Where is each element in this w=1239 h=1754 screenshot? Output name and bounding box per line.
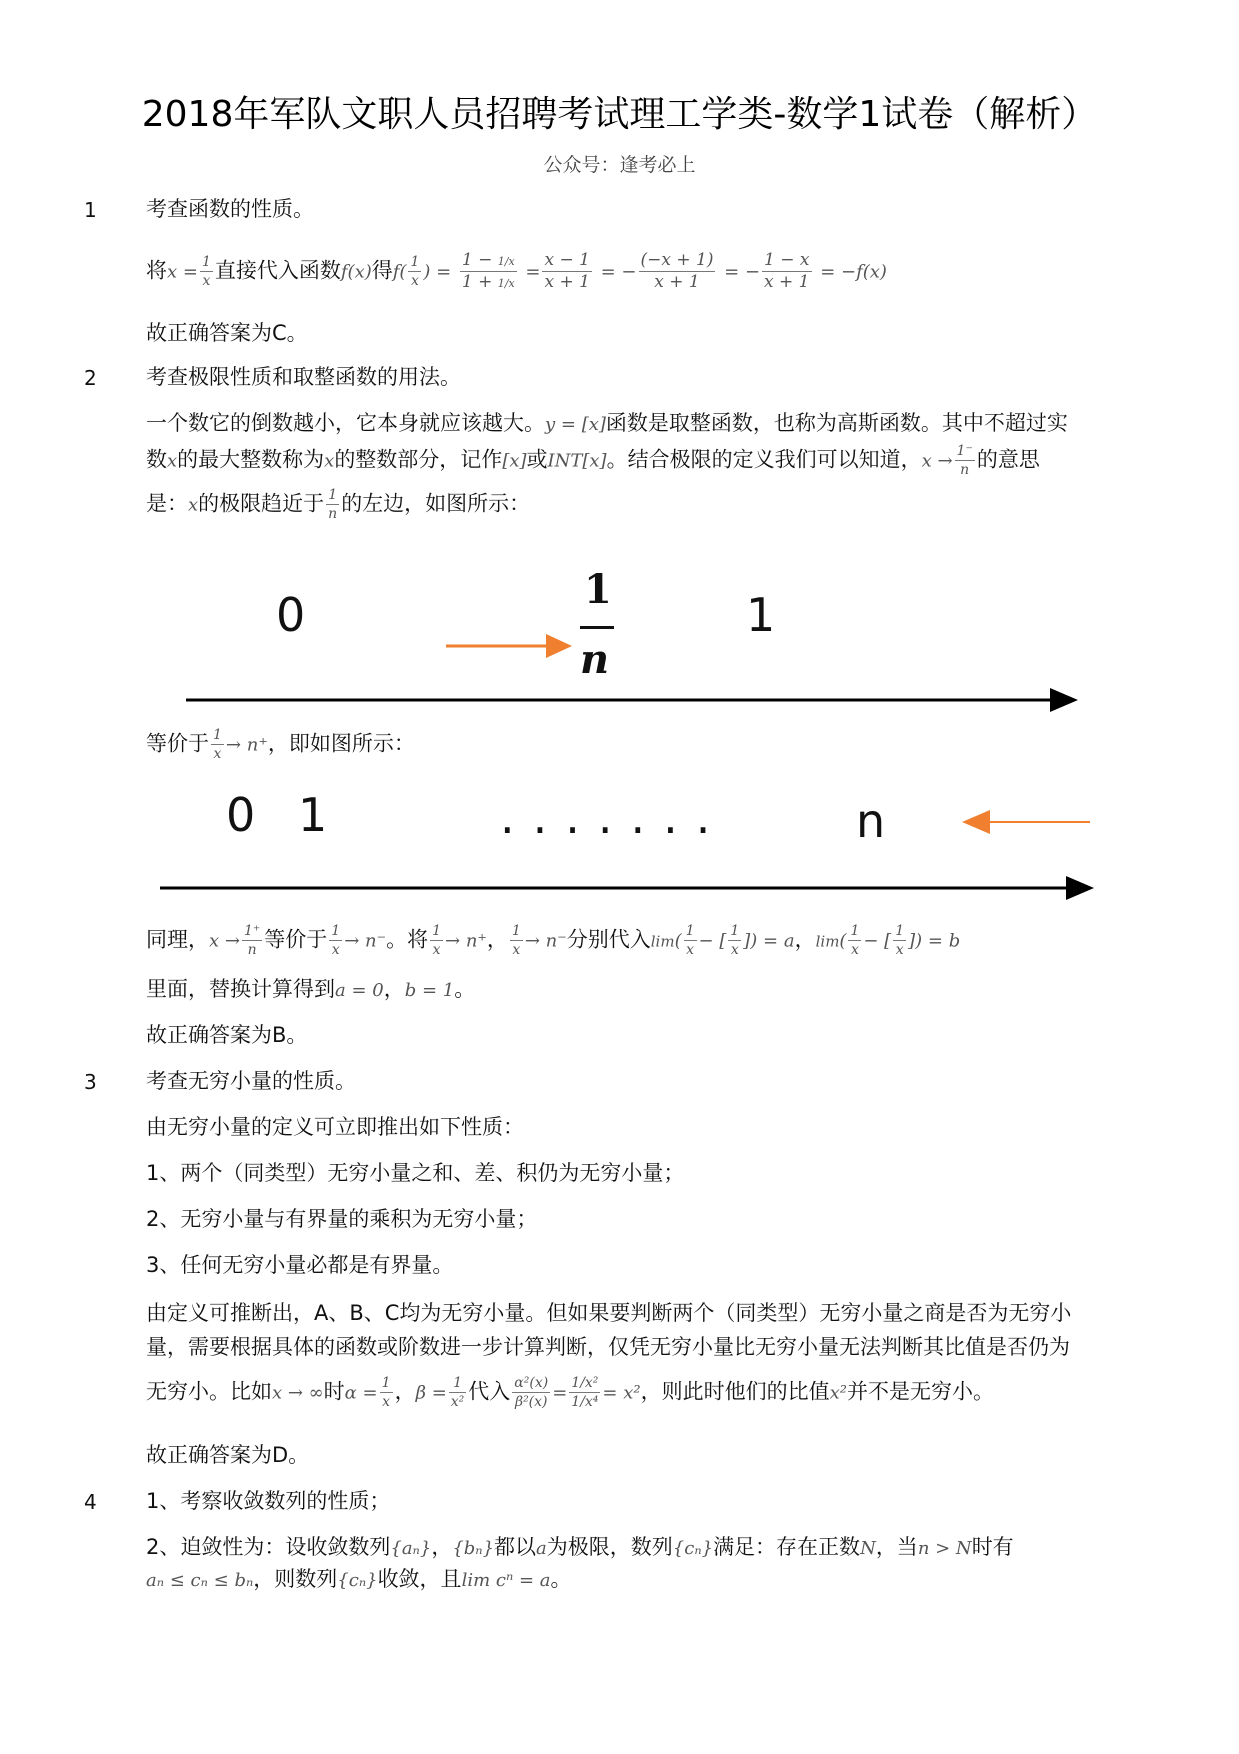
q1-formula-line: 将x = $\frac{1}{x}$ 直接代入函数f(x)得f( $\frac{1}{x}$ ) = $\frac{1 - 1/x}{1 + 1/x}$ = $\frac{x - 1}{x + 1}$ = − $\frac{(-x + 1)}{x + 1}$ = − $\frac{1 - x}{x + 1}$ = −f(x) bbox=[146, 250, 887, 292]
q2-topic: 考查极限性质和取整函数的用法。 bbox=[146, 365, 461, 389]
fig1-one-label: 1 bbox=[746, 588, 776, 642]
fig2-one-label: 1 bbox=[298, 788, 328, 842]
fig1-frac-numerator: 1 bbox=[584, 566, 612, 613]
q2-para-line1: 一个数它的倒数越小，它本身就应该越大。y = [x]函数是取整函数，也称为高斯函数。其中不超过实 bbox=[146, 411, 1068, 435]
fig1-frac-denominator: n bbox=[580, 636, 610, 683]
q2-answer: 故正确答案为B。 bbox=[146, 1023, 308, 1047]
q3-para-line2: 量，需要根据具体的函数或阶数进一步计算判断，仅凭无穷小量比无穷小量无法判断其比值是否仍为 bbox=[146, 1335, 1070, 1359]
q1-topic: 考查函数的性质。 bbox=[146, 197, 314, 221]
fig1-zero-label: 0 bbox=[276, 588, 306, 642]
q4-item-1: 1、考察收敛数列的性质； bbox=[146, 1489, 391, 1513]
q4-item-3: aₙ ≤ cₙ ≤ bₙ，则数列{cₙ}收敛，且lim cⁿ = a。 bbox=[146, 1567, 572, 1591]
page-title: 2018年军队文职人员招聘考试理工学类-数学1试卷（解析） bbox=[141, 94, 1098, 135]
q2-same-line: 同理，x → $\frac{1^+}{n}$ 等价于 $\frac{1}{x}$ → n⁻。将 $\frac{1}{x}$ → n⁺， $\frac{1}{x}$ → n⁻分别代入lim( $\frac{1}{x}$ − [ $\frac{1}{x}$ ]) = a，lim( $\frac{1}{x}$ − [ $\frac{1}{x}$ ]) = b bbox=[146, 923, 961, 958]
q3-intro: 由无穷小量的定义可立即推出如下性质： bbox=[146, 1115, 524, 1139]
fig2-dots: ....... bbox=[500, 790, 729, 844]
fig2-axis-arrow-head bbox=[1066, 876, 1094, 900]
fig2-orange-arrow-head bbox=[962, 810, 990, 834]
q3-item-1: 1、两个（同类型）无穷小量之和、差、积仍为无穷小量； bbox=[146, 1161, 685, 1185]
q2-equiv-line: 等价于 $\frac{1}{x}$ → n⁺，即如图所示： bbox=[146, 727, 415, 762]
q3-item-2: 2、无穷小量与有界量的乘积为无穷小量； bbox=[146, 1207, 538, 1231]
q2-para-line3: 是：x的极限趋近于 $\frac{1}{n}$ 的左边，如图所示： bbox=[146, 487, 531, 522]
q3-item-3: 3、任何无穷小量必都是有界量。 bbox=[146, 1253, 454, 1277]
q1-answer: 故正确答案为C。 bbox=[146, 321, 308, 345]
page-subtitle: 公众号：逢考必上 bbox=[543, 154, 696, 176]
q3-answer: 故正确答案为D。 bbox=[146, 1443, 310, 1467]
q4-item-2: 2、迫敛性为：设收敛数列{aₙ}，{bₙ}都以a为极限，数列{cₙ}满足：存在正数N，当n > N时有 bbox=[146, 1535, 1014, 1559]
fig2-n-label: n bbox=[856, 794, 886, 848]
q2-result-line: 里面，替换计算得到a = 0，b = 1。 bbox=[146, 977, 476, 1001]
question-number-1: 1 bbox=[84, 198, 97, 222]
q3-topic: 考查无穷小量的性质。 bbox=[146, 1069, 356, 1093]
fig2-zero-label: 0 bbox=[226, 788, 256, 842]
question-number-4: 4 bbox=[84, 1490, 97, 1514]
q2-para-line2: 数x的最大整数称为x的整数部分，记作[x]或INT[x]。结合极限的定义我们可以知道，x → $\frac{1^-}{n}$ 的意思 bbox=[146, 443, 1040, 478]
q3-para-line3: 无穷小。比如x → ∞时α = $\frac{1}{x}$ ，β = $\frac{1}{\text{x²}}$ 代入 $\frac{\text{α²(x)}}{\text{β²(x)}}$ = $\frac{\text{1/x²}}{\text{1/x⁴}}$ = x²，则此时他们的比值x²并不是无穷小。 bbox=[146, 1375, 994, 1410]
question-number-3: 3 bbox=[84, 1070, 97, 1094]
question-number-2: 2 bbox=[84, 366, 97, 390]
q3-para-line1: 由定义可推断出，A、B、C均为无穷小量。但如果要判断两个（同类型）无穷小量之商是否为无穷小 bbox=[146, 1301, 1072, 1325]
